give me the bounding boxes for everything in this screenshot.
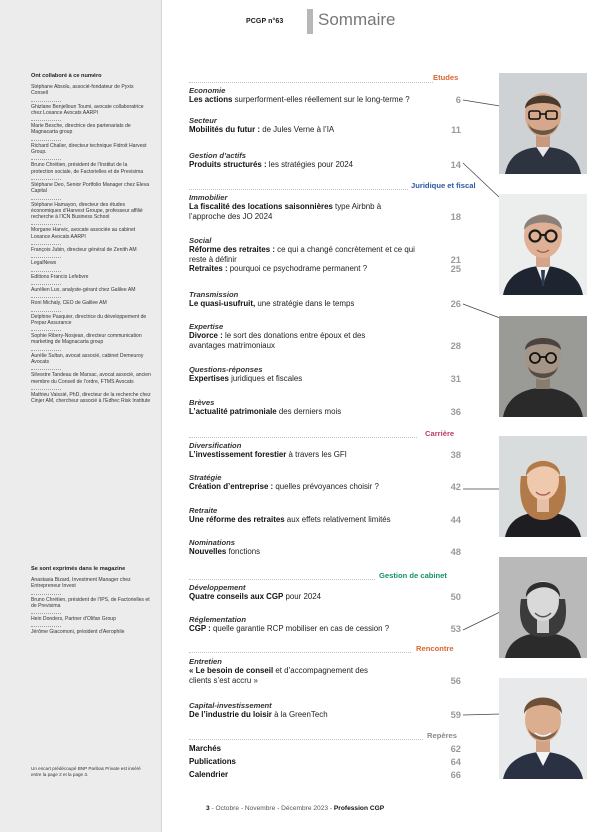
entry-category: Expertise: [189, 322, 224, 331]
page-number: 28: [450, 339, 461, 351]
page-number: 66: [450, 769, 461, 780]
contributor-entry: Sophie Ribery-Nosjean, directeur communication marketing de Magnacarta group: [31, 333, 142, 346]
contributors-list: [31, 73, 151, 405]
page-number: 18: [450, 210, 461, 222]
page-number: 38: [450, 449, 461, 460]
entry-divider: [31, 241, 61, 245]
entry-category: Développement: [189, 583, 246, 592]
toc-entry-nominations[interactable]: [189, 538, 461, 557]
issue-number: PCGP n°63: [246, 18, 284, 25]
footer-date: - Octobre - Novembre - Décembre 2023 -: [209, 805, 334, 812]
entry-divider: [31, 591, 61, 595]
toc-entry-secteur[interactable]: [189, 116, 461, 135]
entry-divider: [31, 366, 61, 370]
footer-magazine: Profession CGP: [333, 805, 385, 812]
toc-entry-gestion-actifs[interactable]: [189, 151, 461, 170]
contributors-sidebar: [0, 0, 162, 832]
portrait-economie-author: [499, 73, 587, 174]
entry-divider: [31, 137, 61, 141]
page-number: 11: [451, 124, 461, 135]
toc-entry-economie[interactable]: [189, 86, 461, 105]
entry-divider: [31, 347, 61, 351]
contributor-entry: Stéphane Absolu, associé-fondateur de Pyxis Conseil: [31, 84, 134, 97]
page-number: 50: [450, 591, 461, 602]
entry-category: Questions-réponses: [189, 365, 263, 374]
page-number: 14: [450, 159, 461, 170]
contributor-entry: Mathieu Vaissié, PhD, directeur de la recherche chez Cinjer AM, chercheur associé à l’Edhec Risk Institute: [31, 391, 151, 405]
entry-title: La fiscalité des locations saisonnières: [189, 202, 333, 211]
toc-entry-capital[interactable]: [189, 701, 461, 720]
page-number: 21: [450, 253, 461, 265]
contributor-entry: Richard Chalier, directeur technique Fidroit Harvest Group.: [31, 142, 147, 156]
entry-title: Divorce :: [189, 331, 223, 340]
entry-title: CGP :: [189, 624, 211, 633]
entry-title: Produits structurés :: [189, 160, 267, 169]
entry-divider: [31, 623, 61, 627]
entry-subtitle: type Airbnb à l’approche des JO 2024: [189, 202, 382, 221]
rule-reperes: [189, 739, 423, 740]
entry-title: Le quasi-usufruit,: [189, 299, 256, 308]
page-number-2: 25: [450, 263, 461, 275]
entry-category: Social: [189, 236, 212, 245]
toc-entry-immobilier[interactable]: [189, 193, 461, 221]
entry-title: Publications: [189, 757, 236, 766]
contributor-entry: Roni Michaly, CEO de Galilee AM: [31, 300, 107, 307]
quoted-heading: Se sont exprimés dans le magazine: [31, 566, 126, 572]
contributor-entry: Bruno Chrétien, président de l’IPS, de Factorielles et de Previsima: [31, 596, 150, 609]
entry-subtitle: juridiques et fiscales: [228, 374, 303, 383]
entry-title: « Le besoin de conseil: [189, 666, 274, 675]
entry-title: L’investissement forestier: [189, 450, 287, 459]
page-footer: [206, 805, 384, 812]
page-title: Sommaire: [318, 10, 396, 29]
contributor-entry: Editions Francis Lefebvre: [31, 273, 89, 280]
entry-title: Les actions: [189, 95, 233, 104]
entry-subtitle: fonctions: [226, 547, 261, 556]
entry-category: Diversification: [189, 441, 242, 450]
entry-subtitle: aux effets relativement limités: [284, 515, 391, 524]
entry-divider: [31, 98, 61, 102]
page-number: 36: [450, 406, 461, 417]
page-number: 26: [450, 298, 461, 309]
toc-entry-publications[interactable]: [189, 757, 461, 767]
entry-divider: [31, 610, 61, 614]
entry-category: Transmission: [189, 290, 239, 299]
entry-divider: [31, 268, 61, 272]
entry-category: Entretien: [189, 657, 222, 666]
entry-subtitle: des derniers mois: [276, 407, 342, 416]
entry-title: Quatre conseils aux CGP: [189, 592, 284, 601]
header-divider: [307, 9, 313, 34]
rule-juridique: [189, 189, 408, 190]
entry-divider: [31, 294, 61, 298]
section-reperes: Repères: [427, 731, 457, 740]
contributor-entry: Jérôme Giacomoni, président d’Aerophile: [31, 629, 125, 636]
entry-subtitle: les stratégies pour 2024: [266, 160, 354, 169]
section-rencontre: Rencontre: [416, 644, 454, 653]
entry-divider: [31, 327, 61, 331]
entry-title: Marchés: [189, 744, 222, 753]
entry-title-2: Retraites :: [189, 264, 228, 274]
toc-entry-social[interactable]: [189, 236, 461, 274]
page-number: 62: [450, 743, 461, 754]
rule-etudes: [189, 82, 433, 83]
toc-entry-developpement[interactable]: [189, 583, 461, 602]
page-number: 48: [450, 546, 461, 557]
entry-subtitle: quelles prévoyances choisir ?: [273, 482, 379, 491]
contributor-entry: Silvestre Tandeau de Marsac, avocat associé, ancien membre du Conseil de l’ordre, FTMS Avocats: [31, 372, 151, 385]
entry-divider: [31, 176, 61, 180]
entry-subtitle: pour 2024: [283, 592, 322, 601]
entry-category: Secteur: [189, 116, 217, 125]
contributor-entry: Morgane Hanvic, avocate associée au cabinet Loxance Avocats AARPI: [31, 227, 136, 240]
page-number: 64: [450, 756, 461, 767]
toc-entry-expertise[interactable]: [189, 322, 461, 350]
toc-entry-strategie[interactable]: [189, 473, 461, 492]
entry-category: Capital-investissement: [189, 701, 272, 710]
entry-subtitle-2: pourquoi ce psychodrame permanent ?: [227, 264, 368, 274]
contributor-entry: Anastasia Bizard, Investment Manager chez Entrepreneur Invest: [31, 577, 131, 590]
portrait-reglementation-author: [499, 557, 587, 658]
contributor-entry: LegalNews: [31, 260, 57, 267]
section-carriere: Carrière: [425, 429, 455, 438]
portrait-immobilier-author: [499, 194, 587, 295]
entry-divider: [31, 254, 61, 258]
entry-divider: [31, 308, 61, 312]
toc-entry-transmission[interactable]: [189, 290, 461, 309]
entry-category: Immobilier: [189, 193, 228, 202]
page-number: 44: [450, 514, 461, 525]
entry-subtitle: de Jules Verne à l’IA: [260, 125, 335, 134]
entry-category: Gestion d’actifs: [189, 151, 246, 160]
entry-category: Economie: [189, 86, 226, 95]
toc-entry-calendrier[interactable]: [189, 770, 461, 780]
page-number: 42: [450, 481, 461, 492]
entry-subtitle: une stratégie dans le temps: [255, 299, 355, 308]
entry-title: De l’industrie du loisir: [189, 710, 272, 719]
entry-title: Création d’entreprise :: [189, 482, 274, 491]
entry-title: Réforme des retraites :: [189, 245, 275, 254]
entry-title: Calendrier: [189, 770, 229, 779]
section-etudes: Etudes: [433, 73, 459, 82]
contributor-entry: Delphine Pasquier, directrice du développement de Prepar Assurance: [31, 313, 147, 326]
contributor-entry: Hein Donders, Partner d’Olifan Group: [31, 616, 116, 623]
entry-divider: [31, 117, 61, 121]
contributor-entry: Stéphane Hamayon, directeur des études économiques d’Harvest Groupe, professeur affilié recherche à l’ICN Business School: [31, 201, 143, 221]
entry-title: Mobilités du futur :: [189, 125, 261, 134]
entry-title: Expertises: [189, 374, 229, 383]
entry-divider: [31, 196, 61, 200]
insert-note: Un encart prédécoupé BNP Paribas Private est inséré entre la page 2 et la page 3.: [31, 766, 141, 777]
page-number: 31: [450, 373, 461, 384]
toc-entry-diversification[interactable]: [189, 441, 461, 460]
toc-entry-reglementation[interactable]: [189, 615, 461, 634]
contributor-entry: Stéphane Deo, Senior Portfolio Manager chez Eleva Capital: [31, 181, 150, 195]
page-number: 6: [455, 94, 461, 105]
contributor-entry: Marie Besche, directrice des partenariats de Magnacarta group: [31, 123, 131, 136]
entry-subtitle: et d’accompagnement des clients s’est accru »: [189, 666, 368, 685]
entry-title: Nouvelles: [189, 547, 227, 556]
contributor-entry: Aurélie Sultan, avocat associé, cabinet Demeuroy Avocats: [31, 352, 144, 366]
entry-divider: [31, 221, 61, 225]
entry-title: L’actualité patrimoniale: [189, 407, 277, 416]
portrait-capital-author: [499, 678, 587, 779]
quoted-list: [31, 566, 151, 636]
entry-divider: [31, 281, 61, 285]
rule-rencontre: [189, 652, 411, 653]
page-number: 53: [450, 623, 461, 634]
contributor-entry: Aurélien Lux, analyste-gérant chez Galilee AM: [31, 286, 136, 293]
entry-subtitle: ce qui a changé concrètement et ce qui reste à définir: [189, 245, 415, 264]
contributor-entry: Ghizlane Benjelloun Toumi, avocate collaboratrice chez Loxance Avocats AARPI: [31, 103, 144, 116]
toc-entry-entretien[interactable]: [189, 657, 461, 685]
entry-title: Une réforme des retraites: [189, 515, 285, 524]
contributor-entry: Bruno Chrétien, président de l’Institut de la protection sociale, de Factorielles et de Previsima: [31, 162, 144, 175]
page-number: 56: [450, 674, 461, 686]
portrait-transmission-author: [499, 316, 587, 417]
entry-subtitle: à travers les GFI: [286, 450, 347, 459]
entry-category: Réglementation: [189, 615, 246, 624]
entry-subtitle: quelle garantie RCP mobiliser en cas de cession ?: [210, 624, 390, 633]
contributor-entry: François Jubin, directeur général de Zenith AM: [31, 247, 137, 254]
entry-category: Retraite: [189, 506, 218, 515]
entry-category: Nominations: [189, 538, 235, 547]
section-gestion: Gestion de cabinet: [379, 571, 447, 580]
toc-entry-questions[interactable]: [189, 365, 461, 384]
entry-subtitle: surperforment-elles réellement sur le long-terme ?: [232, 95, 410, 104]
contributors-heading: Ont collaboré à ce numéro: [31, 73, 102, 79]
entry-category: Brèves: [189, 398, 215, 407]
entry-divider: [31, 156, 61, 160]
rule-gestion: [189, 579, 375, 580]
toc-entry-breves[interactable]: [189, 398, 461, 417]
page-number: 59: [450, 709, 461, 720]
section-juridique: Juridique et fiscal: [411, 181, 476, 190]
entry-category: Stratégie: [189, 473, 222, 482]
rule-carriere: [189, 437, 417, 438]
toc-entry-retraite[interactable]: [189, 506, 461, 525]
entry-subtitle: le sort des donations entre époux et des avantages matrimoniaux: [189, 331, 366, 350]
footer-page-number: 3: [206, 805, 210, 812]
portrait-strategie-author: [499, 436, 587, 537]
entry-divider: [31, 386, 61, 390]
toc-entry-marches[interactable]: [189, 744, 461, 754]
entry-subtitle: à la GreenTech: [271, 710, 328, 719]
